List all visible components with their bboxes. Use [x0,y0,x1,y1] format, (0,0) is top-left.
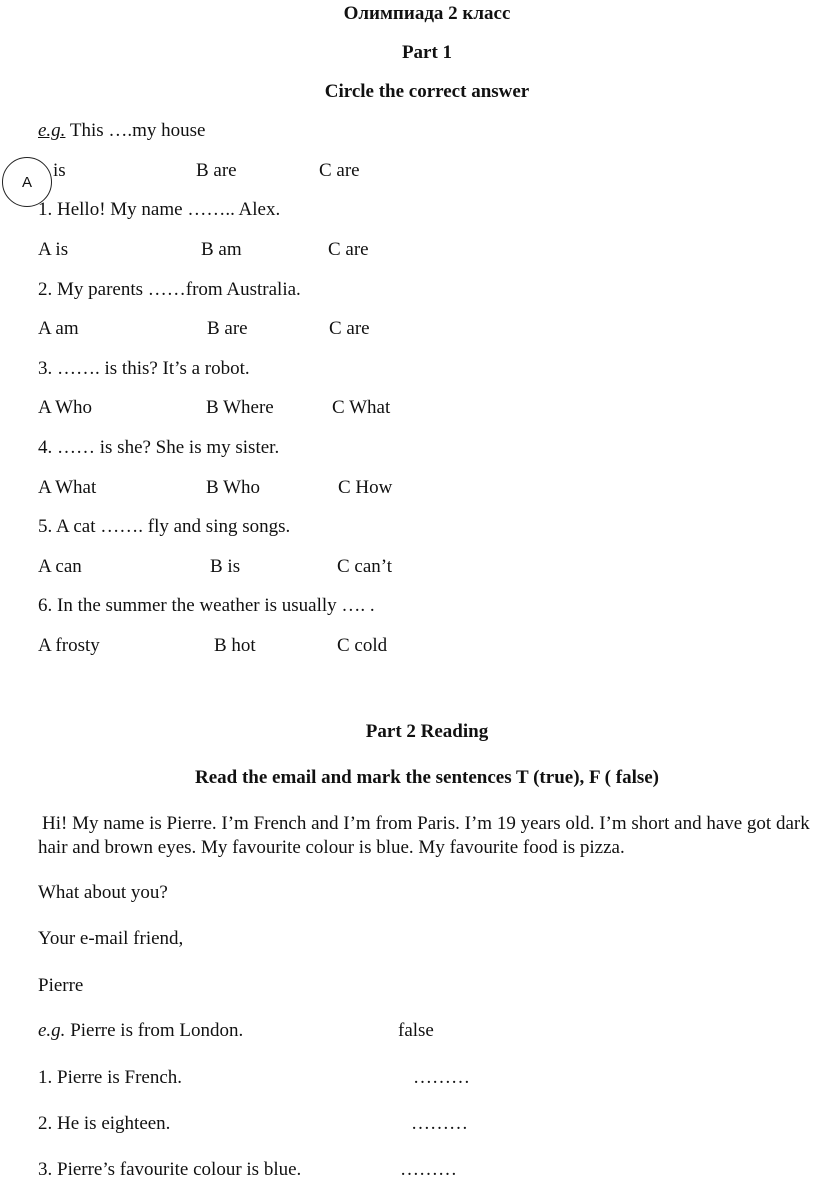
question-5-option-b: B is [210,556,241,577]
statement-1: 1. Pierre is French. [38,1067,183,1088]
question-5-option-a: A can [38,556,82,577]
part2-instruction: Read the email and mark the sentences T (true), F ( false) [194,767,660,788]
question-6-option-a: A frosty [38,635,100,656]
question-4-option-b: B Who [206,477,261,498]
question-1: 1. Hello! My name …….. Alex. [38,199,281,220]
example-option-c: C are [319,160,360,181]
example-question-text: This ….my house [65,120,206,141]
question-6: 6. In the summer the weather is usually …. . [38,595,375,616]
part1-heading: Part 1 [401,42,453,63]
question-3: 3. ……. is this? It’s a robot. [38,358,250,379]
question-3-option-c: C What [332,397,391,418]
email-question-line: What about you? [38,882,168,903]
question-4-option-a: A What [38,477,97,498]
answer-circle: A [2,157,52,207]
part2-heading: Part 2 Reading [365,721,489,742]
email-sign-off: Your e-mail friend, [38,928,184,949]
statement-3: 3. Pierre’s favourite colour is blue. [38,1159,302,1180]
statement-2-answer: ……… [411,1113,468,1134]
example-label: e.g. [38,120,66,141]
example-question [38,120,205,142]
reading-example [38,1020,243,1042]
reading-example-answer: false [398,1020,434,1041]
question-6-option-c: C cold [337,635,388,656]
page-title: Олимпиада 2 класс [343,3,511,24]
email-body: Hi! My name is Pierre. I’m French and I’m from Paris. I’m 19 years old. I’m short and have got dark hair and brown eyes. My favourite colour is blue. My favourite food is pizza. [38,813,810,858]
question-2-option-c: C are [329,318,370,339]
email-signature: Pierre [38,975,84,996]
question-2-option-b: B are [207,318,248,339]
question-1-option-c: C are [328,239,369,260]
statement-3-answer: ……… [400,1159,457,1180]
question-4: 4. …… is she? She is my sister. [38,437,280,458]
statement-1-answer: ……… [413,1067,470,1088]
question-2: 2. My parents ……from Australia. [38,279,301,300]
question-5: 5. A cat ……. fly and sing songs. [38,516,291,537]
question-6-option-b: B hot [214,635,256,656]
question-3-option-a: A Who [38,397,93,418]
example-option-b: B are [196,160,237,181]
reading-example-statement: Pierre is from London. [65,1020,244,1041]
question-1-option-b: B am [201,239,242,260]
question-2-option-a: A am [38,318,79,339]
reading-example-label: e.g. [38,1020,66,1041]
question-4-option-c: C How [338,477,393,498]
question-3-option-b: B Where [206,397,274,418]
question-5-option-c: C can’t [337,556,393,577]
question-1-option-a: A is [38,239,69,260]
statement-2: 2. He is eighteen. [38,1113,171,1134]
example-option-a: is [53,160,66,181]
part1-instruction: Circle the correct answer [324,81,530,102]
